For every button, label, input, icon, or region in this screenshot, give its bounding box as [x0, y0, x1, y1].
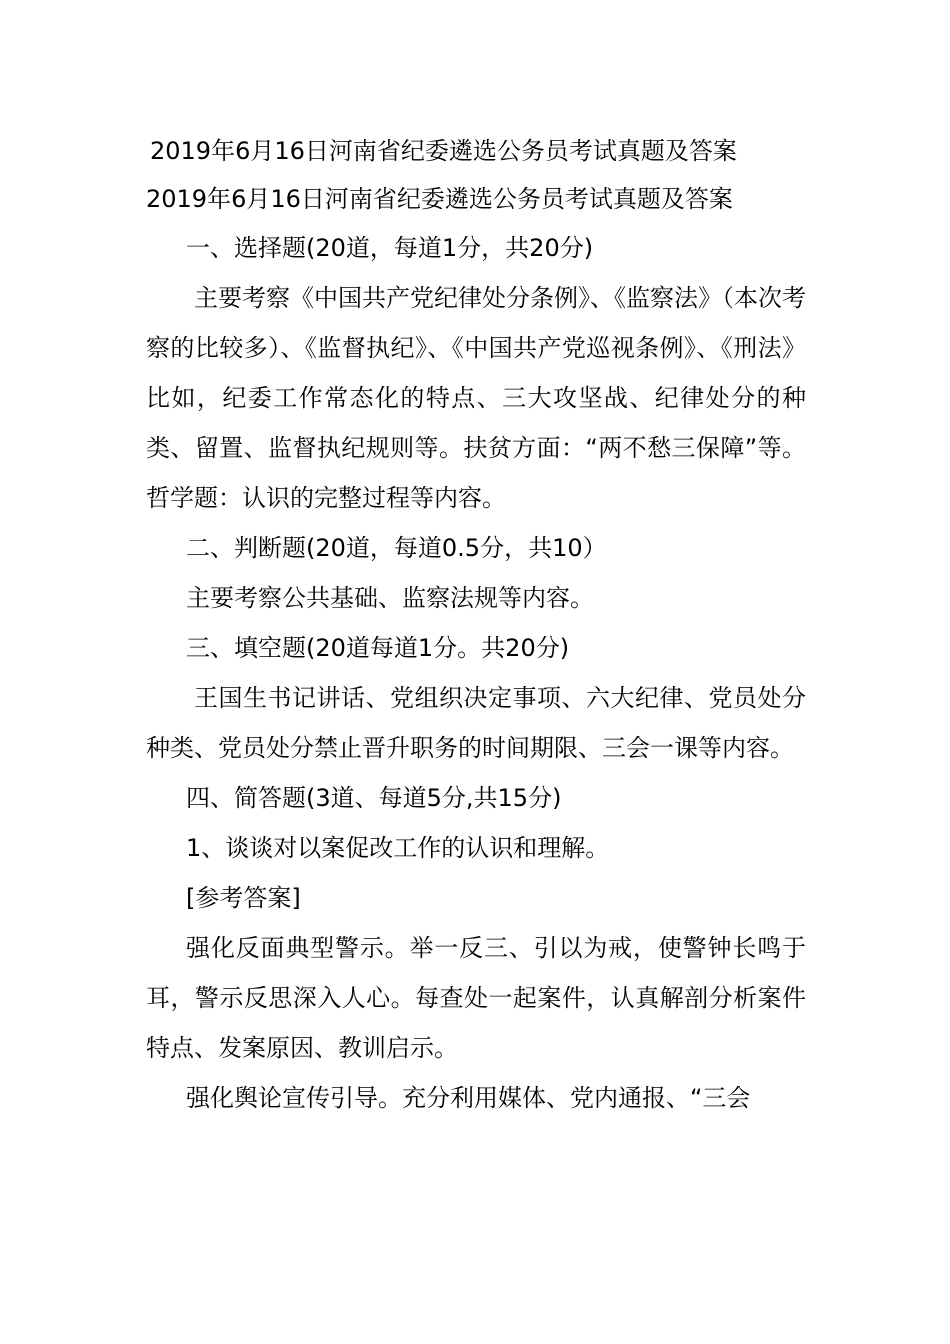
section-heading-short-answer: 四、简答题(3道、每道5分,共15分) — [186, 784, 562, 812]
section-heading-judgement: 二、判断题(20道，每道0.5分，共10） — [186, 534, 607, 562]
reference-answer-label: [参考答案] — [186, 884, 301, 912]
section-heading-fill-blank: 三、填空题(20道每道1分。共20分) — [186, 634, 570, 662]
document-body — [146, 127, 806, 1123]
paragraph-choice-content: 主要考察《中国共产党纪律处分条例》、《监察法》（本次考察的比较多）、《监督执纪》、《中国共产党巡视条例》、《刑法》比如，纪委工作常态化的特点、三大攻坚战、纪律处分的种类、留置、监督执纪规则等。扶贫方面：“两不愁三保障”等。哲学题：认识的完整过程等内容。 — [146, 284, 806, 512]
section-heading-choice: 一、选择题(20道，每道1分，共20分) — [186, 234, 594, 262]
document-title-line-1: 2019年6月16日河南省纪委遴选公务员考试真题及答案 — [150, 137, 737, 165]
answer-paragraph-1: 强化反面典型警示。举一反三、引以为戒，使警钟长鸣于耳，警示反思深入人心。每查处一起案件，认真解剖分析案件特点、发案原因、教训启示。 — [146, 934, 806, 1062]
answer-paragraph-2: 强化舆论宣传引导。充分利用媒体、党内通报、“三会 — [186, 1084, 751, 1112]
document-title-line-2: 2019年6月16日河南省纪委遴选公务员考试真题及答案 — [146, 185, 733, 213]
question-1: 1、谈谈对以案促改工作的认识和理解。 — [186, 834, 610, 862]
paragraph-judgement-content: 主要考察公共基础、监察法规等内容。 — [186, 584, 594, 612]
paragraph-fill-blank-content: 王国生书记讲话、党组织决定事项、六大纪律、党员处分种类、党员处分禁止晋升职务的时间期限、三会一课等内容。 — [146, 684, 806, 762]
